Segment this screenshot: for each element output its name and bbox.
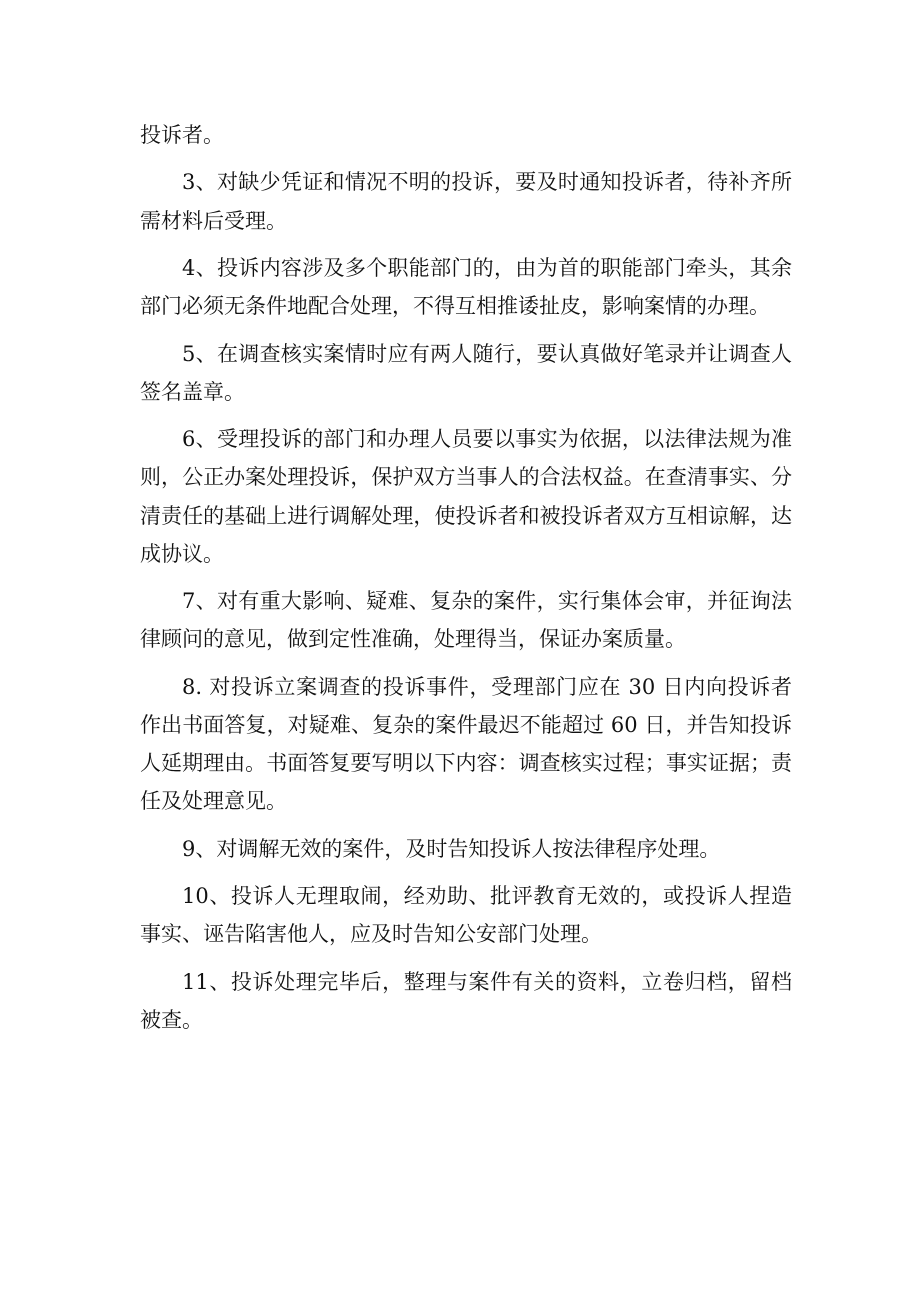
paragraph-item-11: 11、投诉处理完毕后，整理与案件有关的资料，立卷归档，留档被查。 [140,969,792,1032]
paragraph-item-7: 7、对有重大影响、疑难、复杂的案件，实行集体会审，并征询法律顾问的意见，做到定性准确，处理得当，保证办案质量。 [140,589,792,652]
paragraph-item-6: 6、受理投诉的部门和办理人员要以事实为依据，以法律法规为准则，公正办案处理投诉，保护双方当事人的合法权益。在查清事实、分清责任的基础上进行调解处理，使投诉者和被投诉者双方互相谅解，达成协议。 [140,427,792,566]
document-body [140,116,792,1048]
paragraph-continuation: 投诉者。 [140,123,224,147]
paragraph-item-5: 5、在调查核实案情时应有两人随行，要认真做好笔录并让调查人签名盖章。 [140,341,792,404]
paragraph-item-3: 3、对缺少凭证和情况不明的投诉，要及时通知投诉者，待补齐所需材料后受理。 [140,170,792,233]
paragraph-item-8: 8. 对投诉立案调查的投诉事件，受理部门应在 30 日内向投诉者作出书面答复，对疑难、复杂的案件最迟不能超过 60 日，并告知投诉人延期理由。书面答复要写明以下内容：调查核实过程；事实证据；责任及处理意见。 [140,674,792,814]
paragraph-item-4: 4、投诉内容涉及多个职能部门的，由为首的职能部门牵头，其余部门必须无条件地配合处理，不得互相推诿扯皮，影响案情的办理。 [140,255,792,319]
paragraph-item-9: 9、对调解无效的案件，及时告知投诉人按法律程序处理。 [182,836,721,861]
paragraph-item-10: 10、投诉人无理取闹，经劝助、批评教育无效的，或投诉人捏造事实、诬告陷害他人，应及时告知公安部门处理。 [140,884,792,947]
